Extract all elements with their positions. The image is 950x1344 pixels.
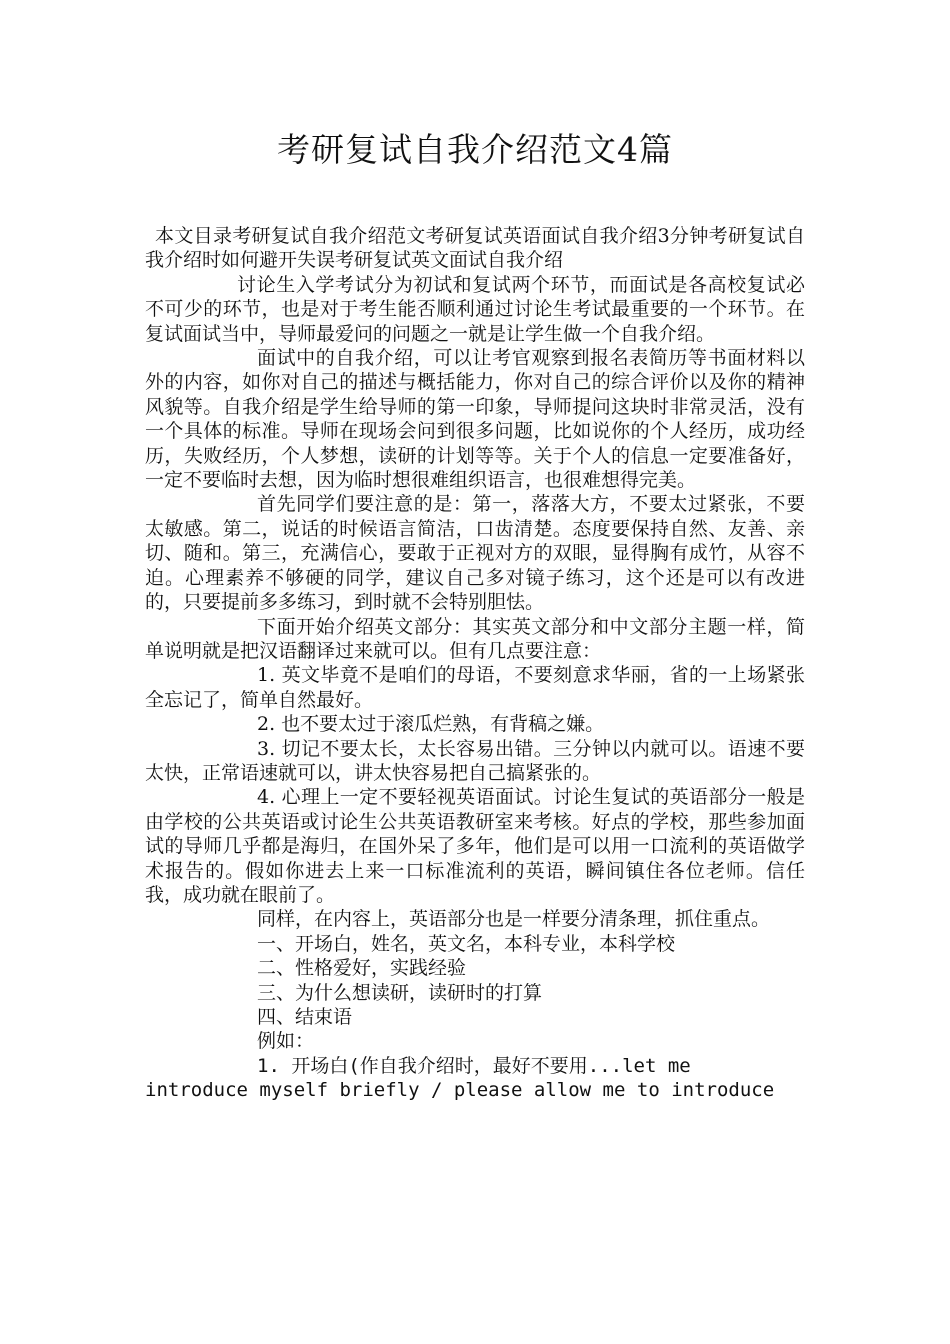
numbered-tip-4: 4. 心理上一定不要轻视英语面试。讨论生复试的英语部分一般是由学校的公共英语或讨论生公共英语教研室来考核。好点的学校，那些参加面试的导师几乎都是海归，在国外呆了多年，他们是可以用一口流利的英语做学术报告的。假如你进去上来一口标准流利的英语，瞬间镇住各位老师。信任我，成功就在眼前了。 xyxy=(145,786,805,906)
numbered-tip-3: 3. 切记不要太长，太长容易出错。三分钟以内就可以。语速不要太快，正常语速就可以，讲太快容易把自己搞紧张的。 xyxy=(145,737,805,784)
body-paragraph: 下面开始介绍英文部分：其实英文部分和中文部分主题一样，简单说明就是把汉语翻译过来就可以。但有几点要注意： xyxy=(145,615,805,662)
outline-item-2: 二、性格爱好，实践经验 xyxy=(257,957,467,980)
outline-item-1: 一、开场白，姓名，英文名，本科专业，本科学校 xyxy=(257,932,676,955)
example-label: 例如： xyxy=(257,1030,315,1053)
body-paragraph: 首先同学们要注意的是：第一，落落大方，不要太过紧张，不要太敏感。第二，说话的时候语言简洁，口齿清楚。态度要保持自然、友善、亲切、随和。第三，充满信心，要敢于正视对方的双眼，显得胸有成竹，从容不迫。心理素养不够硬的同学，建议自己多对镜子练习，这个还是可以有改进的，只要提前多多练习，到时就不会特别胆怯。 xyxy=(145,493,805,614)
table-of-contents-paragraph: 本文目录考研复试自我介绍范文考研复试英语面试自我介绍3分钟考研复试自我介绍时如何避开失误考研复试英文面试自我介绍 xyxy=(145,225,805,272)
example-line-1: 1. 开场白(作自我介绍时，最好不要用...let me xyxy=(257,1054,691,1077)
document-body xyxy=(145,224,805,1103)
outline-item-3: 三、为什么想读研，读研时的打算 xyxy=(257,981,543,1004)
numbered-tip-1: 1. 英文毕竟不是咱们的母语，不要刻意求华丽，省的一上场紧张全忘记了，简单自然最好。 xyxy=(145,664,805,711)
body-paragraph: 讨论生入学考试分为初试和复试两个环节，而面试是各高校复试必不可少的环节，也是对于考生能否顺利通过讨论生考试最重要的一个环节。在复试面试当中，导师最爱问的问题之一就是让学生做一个自我介绍。 xyxy=(145,273,805,345)
numbered-tip-2: 2. 也不要太过于滚瓜烂熟，有背稿之嫌。 xyxy=(257,713,605,736)
body-paragraph: 同样，在内容上，英语部分也是一样要分清条理，抓住重点。 xyxy=(257,908,771,931)
outline-item-4: 四、结束语 xyxy=(257,1006,353,1028)
body-paragraph: 面试中的自我介绍，可以让考官观察到报名表简历等书面材料以外的内容，如你对自己的描述与概括能力，你对自己的综合评价以及你的精神风貌等。自我介绍是学生给导师的第一印象，导师提问这块时非常灵活，没有一个具体的标准。导师在现场会问到很多问题，比如说你的个人经历，成功经历，失败经历，个人梦想，读研的计划等等。关于个人的信息一定要准备好，一定不要临时去想，因为临时想很难组织语言，也很难想得完美。 xyxy=(145,347,805,492)
example-line-2: introduce myself briefly / please allow me to introduce xyxy=(145,1079,775,1102)
document-title: 考研复试自我介绍范文4篇 xyxy=(277,130,673,169)
